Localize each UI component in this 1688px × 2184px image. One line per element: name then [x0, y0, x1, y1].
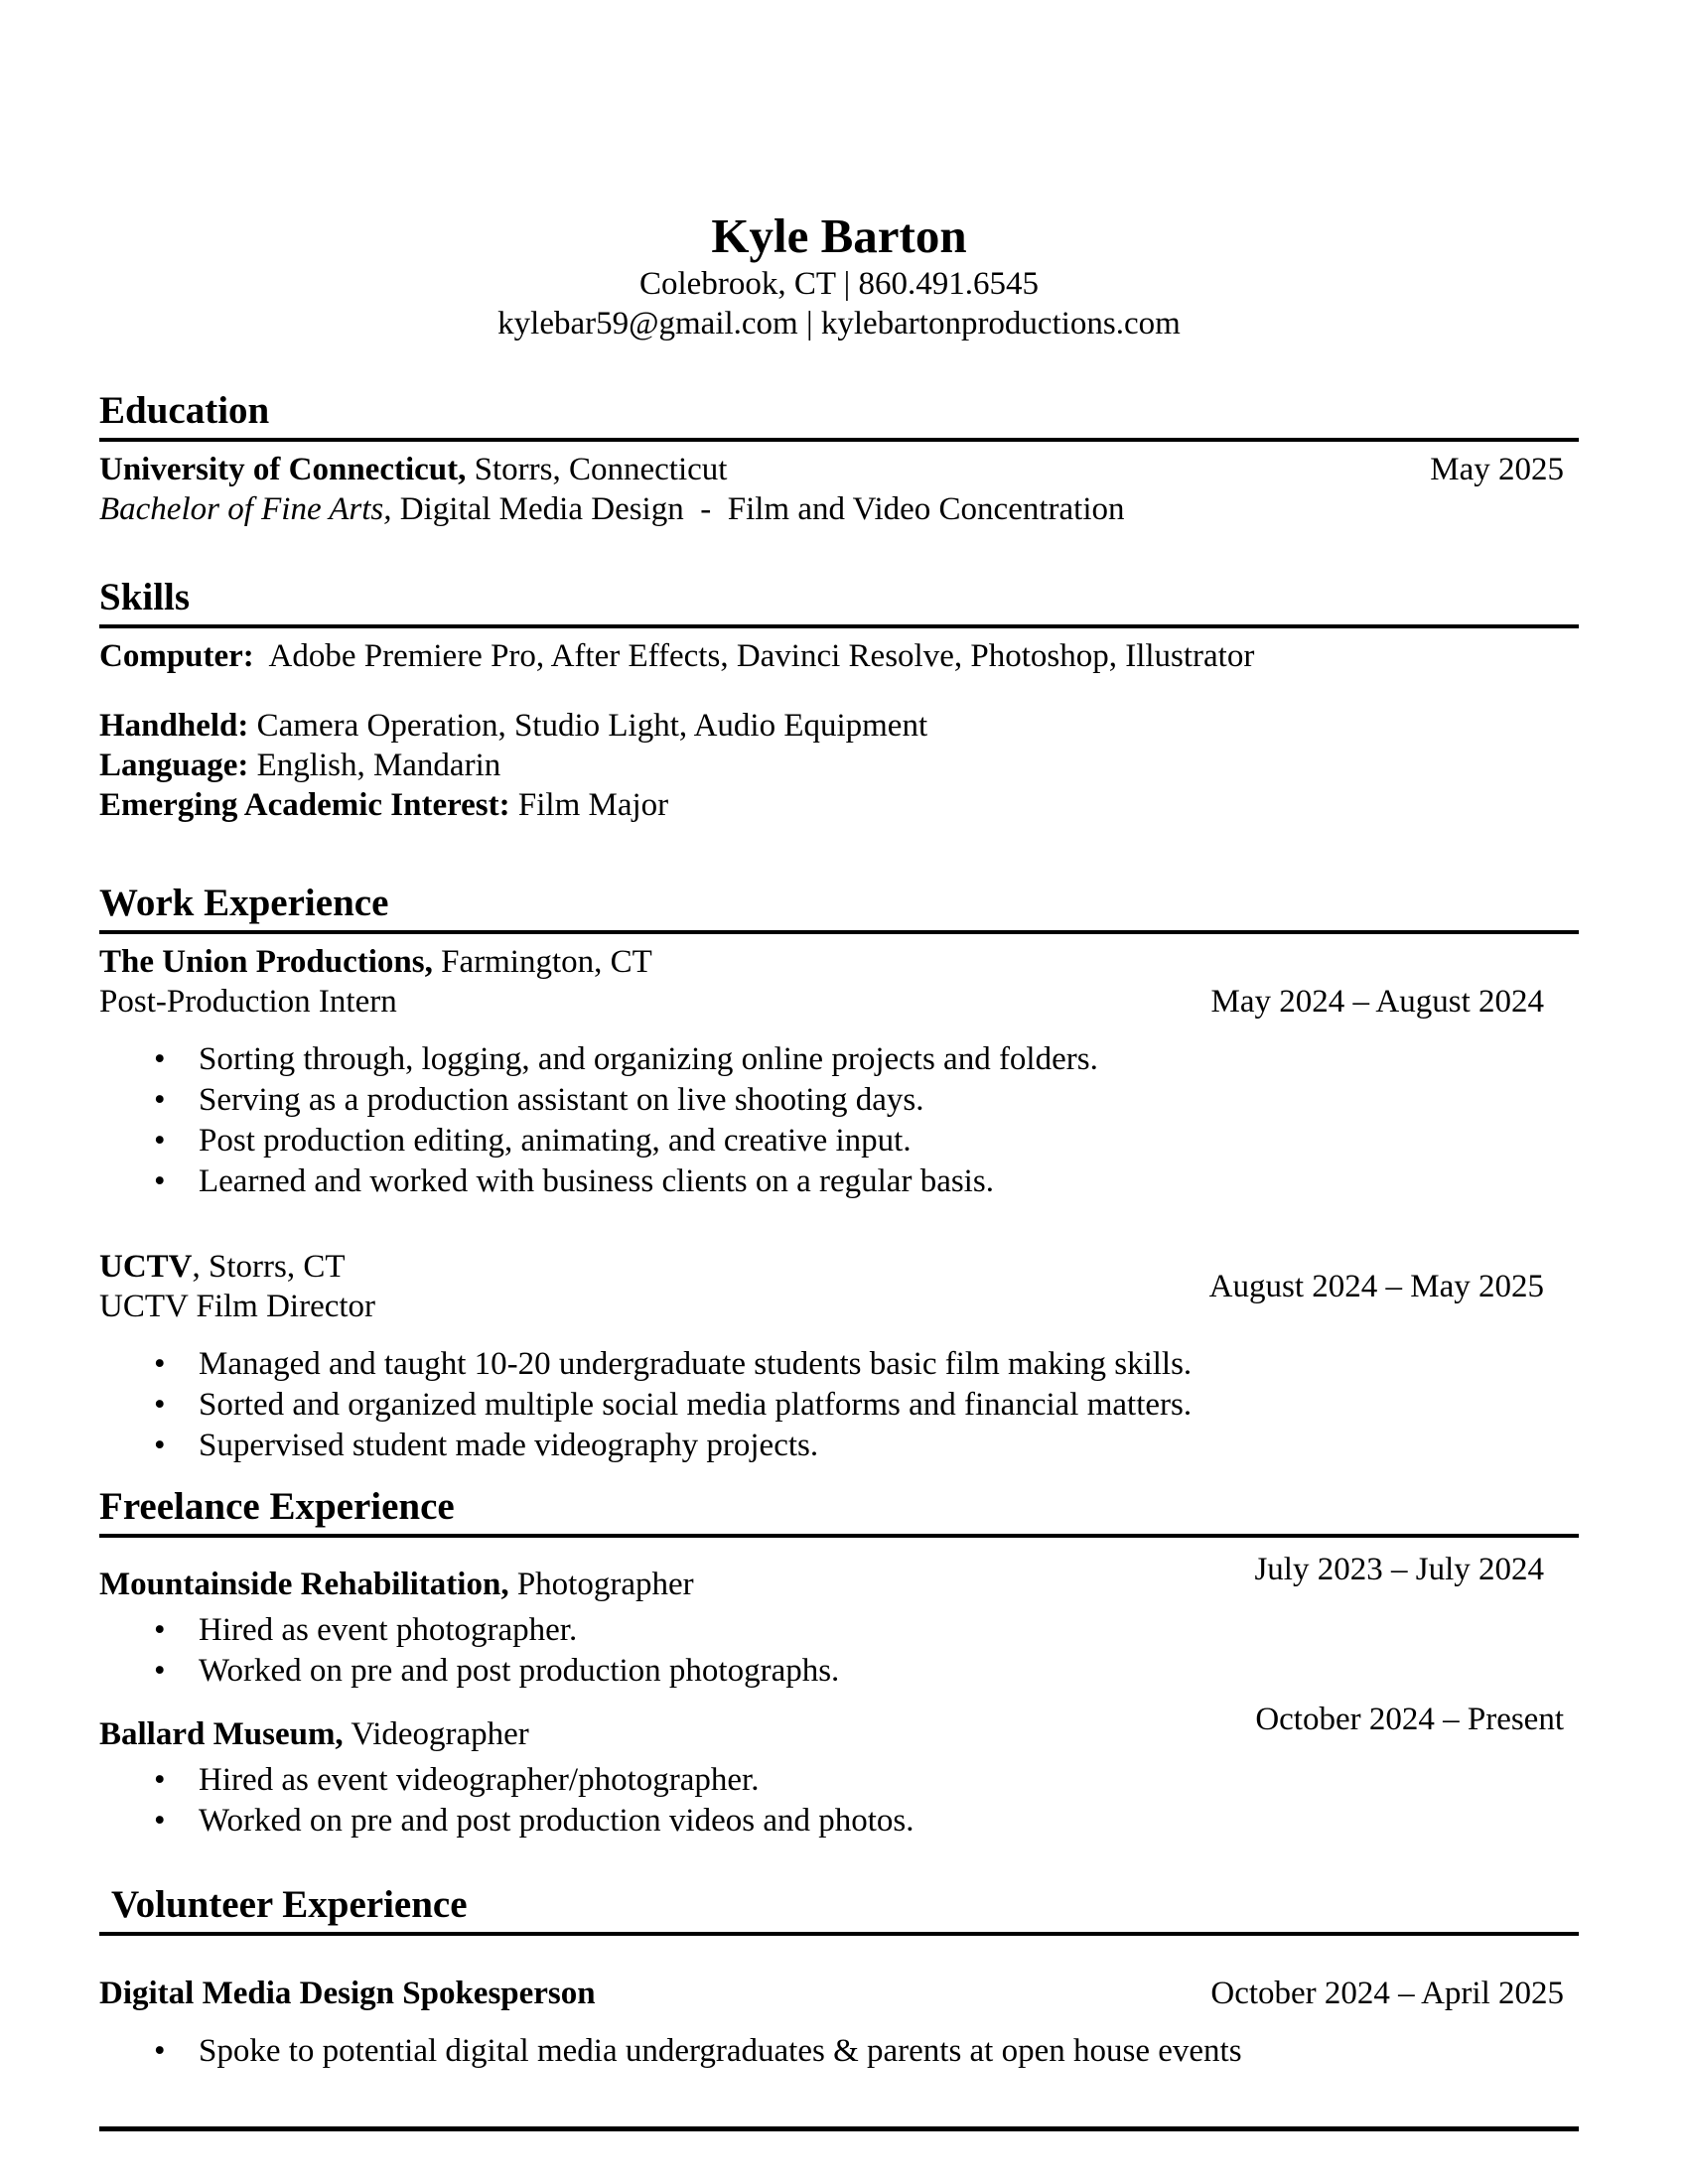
job-company-line — [99, 1974, 596, 2013]
bottom-divider — [99, 2126, 1579, 2131]
job-company-role-block — [99, 1247, 375, 1326]
job-bullet-list — [99, 1344, 1579, 1466]
skill-label: Emerging Academic Interest: — [99, 787, 510, 823]
company-name: Mountainside Rehabilitation, — [99, 1567, 509, 1602]
skill-row-handheld — [99, 706, 1579, 746]
institution-name: University of Connecticut, — [99, 452, 467, 487]
bullet-item: • Spoke to potential digital media undergraduates & parents at open house events — [199, 2031, 1579, 2072]
job-title: UCTV Film Director — [99, 1289, 376, 1324]
bullet-item: • Hired as event photographer. — [199, 1610, 1579, 1651]
resume-header — [99, 208, 1579, 343]
job-role-row — [99, 982, 1579, 1022]
job-company-line — [99, 942, 1579, 982]
skill-label: Computer: — [99, 638, 254, 674]
job-date-range: October 2024 – Present — [1255, 1702, 1564, 1737]
bullet-item: • Worked on pre and post production videos and photos. — [199, 1801, 1579, 1842]
job-bullet-list — [99, 1760, 1579, 1842]
bullet-item: • Sorting through, logging, and organizing online projects and folders. — [199, 1039, 1579, 1080]
education-date: May 2025 — [1430, 452, 1564, 487]
job-company-line — [99, 1714, 529, 1754]
job-company-line — [99, 1565, 694, 1604]
skill-label: Language: — [99, 748, 249, 783]
bullet-item: • Supervised student made videography projects. — [199, 1426, 1579, 1466]
skill-row-academic-interest — [99, 785, 1579, 825]
skills-heading: Skills — [99, 574, 1579, 628]
job-date-range: July 2023 – July 2024 — [1254, 1552, 1544, 1587]
degree-name: Bachelor of Fine Arts, — [99, 491, 392, 527]
skill-value: English, Mandarin — [248, 748, 501, 783]
job-bullet-list — [99, 2031, 1579, 2072]
job-company-line — [99, 1247, 375, 1287]
contact-email-website: kylebar59@gmail.com | kylebartonproductions.com — [497, 306, 1181, 341]
job-spokesperson — [99, 1970, 1579, 2013]
skill-value: Camera Operation, Studio Light, Audio Equipment — [248, 708, 928, 744]
volunteer-experience-heading: Volunteer Experience — [99, 1881, 1579, 1936]
contact-location-phone: Colebrook, CT | 860.491.6545 — [639, 266, 1039, 302]
skill-row-language — [99, 746, 1579, 785]
skill-value: Film Major — [509, 787, 669, 823]
bullet-item: • Worked on pre and post production photographs. — [199, 1651, 1579, 1692]
job-title: Post-Production Intern — [99, 984, 397, 1020]
freelance-experience-heading: Freelance Experience — [99, 1483, 1579, 1538]
job-date-range: August 2024 – May 2025 — [1208, 1269, 1544, 1304]
job-title: Photographer — [508, 1567, 694, 1602]
job-title: Videographer — [343, 1716, 529, 1752]
education-section — [99, 387, 1579, 529]
volunteer-experience-section — [99, 1881, 1579, 2072]
job-ballard — [99, 1700, 1579, 1754]
bullet-item: • Learned and worked with business clients on a regular basis. — [199, 1161, 1579, 1202]
job-mountainside — [99, 1550, 1579, 1604]
company-location: Farmington, CT — [432, 944, 652, 980]
company-location: , Storrs, CT — [192, 1249, 346, 1285]
job-bullet-list — [99, 1039, 1579, 1202]
job-bullet-list — [99, 1610, 1579, 1692]
work-experience-heading: Work Experience — [99, 880, 1579, 934]
job-uctv — [99, 1247, 1579, 1326]
role-name: Digital Media Design Spokesperson — [99, 1976, 596, 2011]
work-experience-section — [99, 880, 1579, 1466]
company-name: The Union Productions, — [99, 944, 433, 980]
job-date-range: October 2024 – April 2025 — [1210, 1976, 1564, 2011]
skill-label: Handheld: — [99, 708, 249, 744]
education-entry-row — [99, 450, 1579, 489]
bullet-item: • Hired as event videographer/photographer. — [199, 1760, 1579, 1801]
skill-row-computer — [99, 636, 1579, 676]
job-union-productions — [99, 942, 1579, 1202]
company-name: Ballard Museum, — [99, 1716, 344, 1752]
freelance-experience-section — [99, 1483, 1579, 1842]
candidate-name: Kyle Barton — [711, 208, 967, 263]
bullet-item: • Sorted and organized multiple social media platforms and financial matters. — [199, 1385, 1579, 1426]
skill-value: Adobe Premiere Pro, After Effects, Davinci Resolve, Photoshop, Illustrator — [253, 638, 1255, 674]
education-degree-line — [99, 489, 1579, 529]
skills-section — [99, 574, 1579, 825]
institution-location: Storrs, Connecticut — [466, 452, 728, 487]
degree-concentration: Digital Media Design - Film and Video Concentration — [391, 491, 1125, 527]
education-institution — [99, 450, 727, 489]
company-name: UCTV — [99, 1249, 193, 1285]
bullet-item: • Serving as a production assistant on live shooting days. — [199, 1080, 1579, 1121]
bullet-item: • Post production editing, animating, and creative input. — [199, 1121, 1579, 1161]
education-heading: Education — [99, 387, 1579, 442]
job-date-range: May 2024 – August 2024 — [1210, 984, 1544, 1020]
bullet-item: • Managed and taught 10-20 undergraduate students basic film making skills. — [199, 1344, 1579, 1385]
